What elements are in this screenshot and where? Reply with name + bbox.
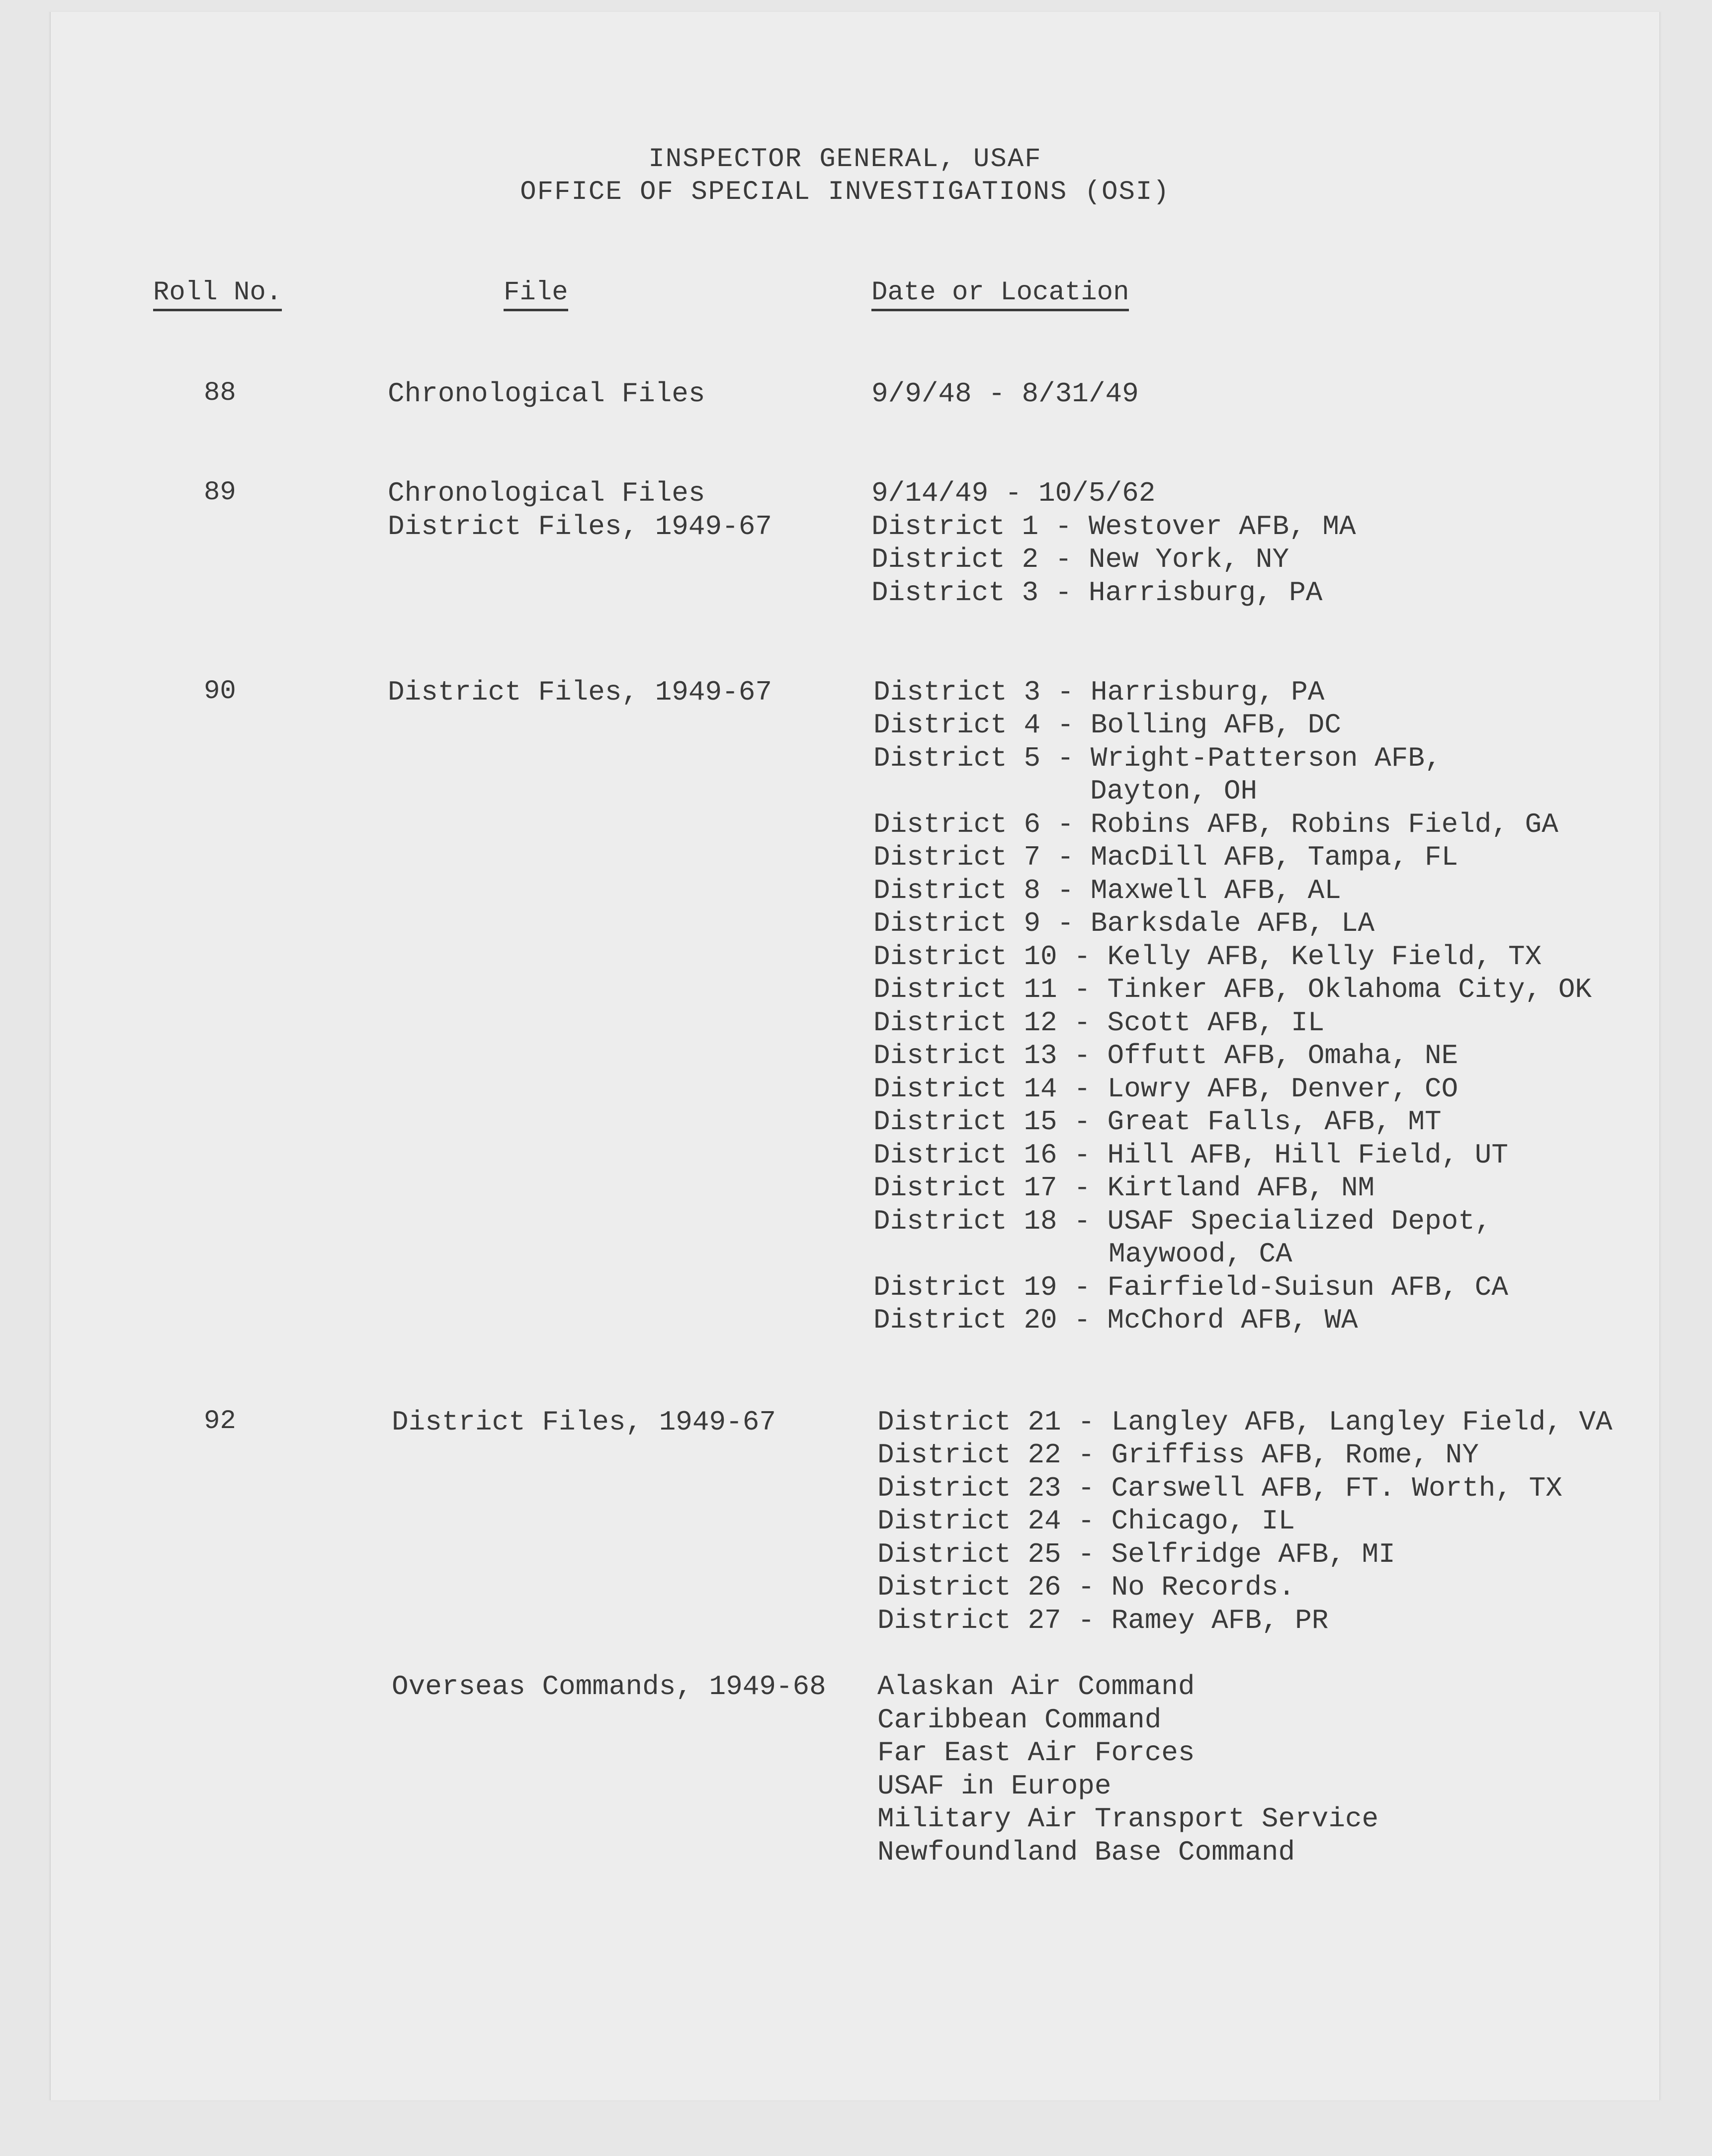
district-entry: District 13 - Offutt AFB, Omaha, NE [873,1040,1458,1072]
file-name: Chronological Files [388,477,705,509]
district-entry: District 11 - Tinker AFB, Oklahoma City, OK [873,974,1592,1005]
header-title-line1: INSPECTOR GENERAL, USAF [648,144,1042,175]
overseas-command: Alaskan Air Command [877,1671,1195,1703]
district-entry: District 10 - Kelly AFB, Kelly Field, TX [873,941,1542,973]
district-entry: District 5 - Wright-Patterson AFB, [873,742,1442,774]
district-entry: District 1 - Westover AFB, MA [871,511,1356,542]
district-entry: District 15 - Great Falls, AFB, MT [873,1106,1442,1138]
district-entry: District 12 - Scott AFB, IL [873,1007,1325,1039]
district-entry: District 26 - No Records. [877,1571,1295,1603]
district-entry: District 22 - Griffiss AFB, Rome, NY [877,1439,1479,1471]
district-entry: District 14 - Lowry AFB, Denver, CO [873,1073,1458,1105]
district-entry: District 23 - Carswell AFB, FT. Worth, TX [877,1472,1562,1504]
date-range: 9/9/48 - 8/31/49 [871,378,1139,410]
overseas-command: Far East Air Forces [877,1737,1195,1769]
overseas-command: Caribbean Command [877,1704,1162,1736]
header-title-line2: OFFICE OF SPECIAL INVESTIGATIONS (OSI) [520,177,1170,207]
district-entry: District 7 - MacDill AFB, Tampa, FL [873,841,1458,873]
roll-number: 89 [204,477,236,508]
file-name: District Files, 1949-67 [388,511,772,542]
overseas-command: USAF in Europe [877,1770,1112,1802]
file-name: District Files, 1949-67 [388,676,772,708]
district-entry: District 4 - Bolling AFB, DC [873,709,1341,741]
file-name: Chronological Files [388,378,705,410]
file-name: Overseas Commands, 1949-68 [392,1671,826,1703]
district-entry: District 18 - USAF Specialized Depot, [873,1205,1492,1237]
district-entry: District 3 - Harrisburg, PA [873,676,1325,708]
district-entry: District 16 - Hill AFB, Hill Field, UT [873,1139,1509,1171]
district-entry: District 20 - McChord AFB, WA [873,1304,1358,1336]
district-entry: District 17 - Kirtland AFB, NM [873,1172,1375,1204]
district-entry: District 27 - Ramey AFB, PR [877,1605,1329,1636]
column-header-file: File [504,277,568,308]
district-entry: District 8 - Maxwell AFB, AL [873,875,1341,906]
district-entry: District 6 - Robins AFB, Robins Field, GA [873,808,1558,840]
column-header-location: Date or Location [871,277,1129,308]
district-entry: District 24 - Chicago, IL [877,1505,1295,1537]
district-entry: District 21 - Langley AFB, Langley Field, VA [877,1406,1613,1438]
district-entry: District 3 - Harrisburg, PA [871,577,1323,609]
overseas-command: Military Air Transport Service [877,1803,1379,1835]
district-entry: District 9 - Barksdale AFB, LA [873,907,1375,939]
overseas-command: Newfoundland Base Command [877,1836,1295,1868]
district-entry-continued: Maywood, CA [1109,1238,1292,1270]
district-entry: District 19 - Fairfield-Suisun AFB, CA [873,1271,1509,1303]
file-name: District Files, 1949-67 [392,1406,776,1438]
district-entry: District 25 - Selfridge AFB, MI [877,1538,1395,1570]
district-entry-continued: Dayton, OH [1090,775,1258,807]
roll-number: 92 [204,1406,236,1437]
column-header-roll: Roll No. [153,277,282,308]
date-range: 9/14/49 - 10/5/62 [871,477,1156,509]
roll-number: 90 [204,676,236,707]
district-entry: District 2 - New York, NY [871,543,1289,575]
roll-number: 88 [204,378,236,408]
